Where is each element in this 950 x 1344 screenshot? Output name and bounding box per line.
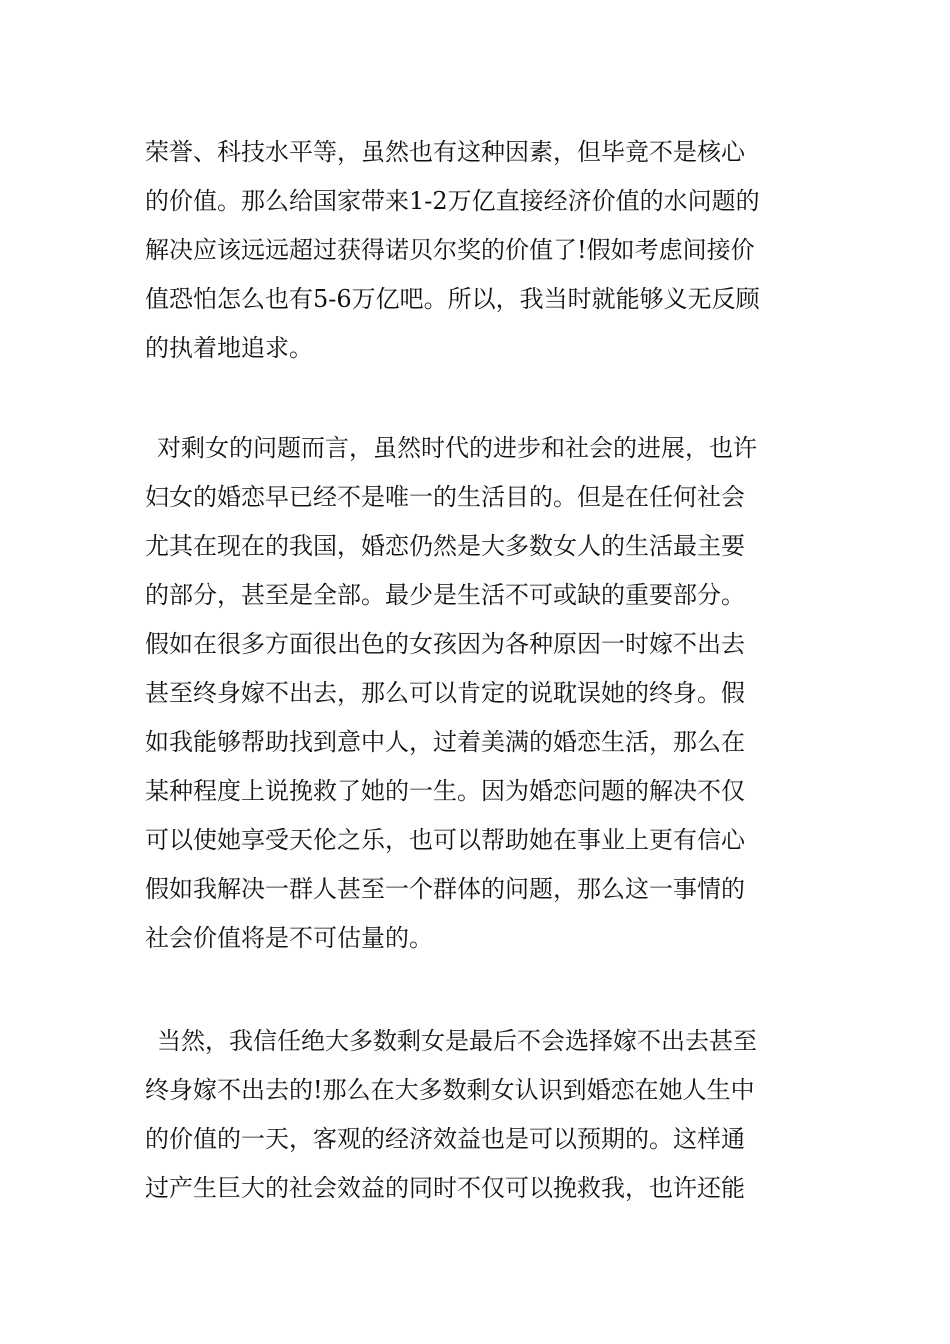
- text-line: 假如我解决一群人甚至一个群体的问题，那么这一事情的: [145, 875, 745, 903]
- text-line: 对剩女的问题而言，虽然时代的进步和社会的进展，也许: [157, 434, 757, 462]
- paragraph-2: [145, 424, 810, 963]
- text-line: 终身嫁不出去的!那么在大多数剩女认识到婚恋在她人生中: [145, 1076, 755, 1104]
- text-line: 的部分，甚至是全部。最少是生活不可或缺的重要部分。: [145, 581, 745, 609]
- text-line: 甚至终身嫁不出去，那么可以肯定的说耽误她的终身。假: [145, 679, 745, 707]
- text-line: 某种程度上说挽救了她的一生。因为婚恋问题的解决不仅: [145, 777, 745, 805]
- text-line: 假如在很多方面很出色的女孩因为各种原因一时嫁不出去: [145, 630, 745, 658]
- text-line: 荣誉、科技水平等，虽然也有这种因素，但毕竟不是核心: [145, 138, 745, 166]
- text-line: 当然，我信任绝大多数剩女是最后不会选择嫁不出去甚至: [157, 1027, 757, 1055]
- text-line: 如我能够帮助找到意中人，过着美满的婚恋生活，那么在: [145, 728, 745, 756]
- text-line: 尤其在现在的我国，婚恋仍然是大多数女人的生活最主要: [145, 532, 745, 560]
- paragraph-1: [145, 128, 810, 373]
- text-line: 的执着地追求。: [145, 334, 313, 362]
- text-line: 的价值。那么给国家带来1-2万亿直接经济价值的水问题的: [145, 187, 760, 215]
- text-line: 的价值的一天，客观的经济效益也是可以预期的。这样通: [145, 1125, 745, 1153]
- text-line: 解决应该远远超过获得诺贝尔奖的价值了!假如考虑间接价: [145, 236, 755, 264]
- text-line: 社会价值将是不可估量的。: [145, 924, 433, 952]
- text-line: 妇女的婚恋早已经不是唯一的生活目的。但是在任何社会: [145, 483, 745, 511]
- text-line: 过产生巨大的社会效益的同时不仅可以挽救我，也许还能: [145, 1174, 745, 1202]
- text-line: 值恐怕怎么也有5-6万亿吧。所以，我当时就能够义无反顾: [145, 285, 760, 313]
- paragraph-3: [145, 1017, 810, 1213]
- text-line: 可以使她享受天伦之乐，也可以帮助她在事业上更有信心: [145, 826, 745, 854]
